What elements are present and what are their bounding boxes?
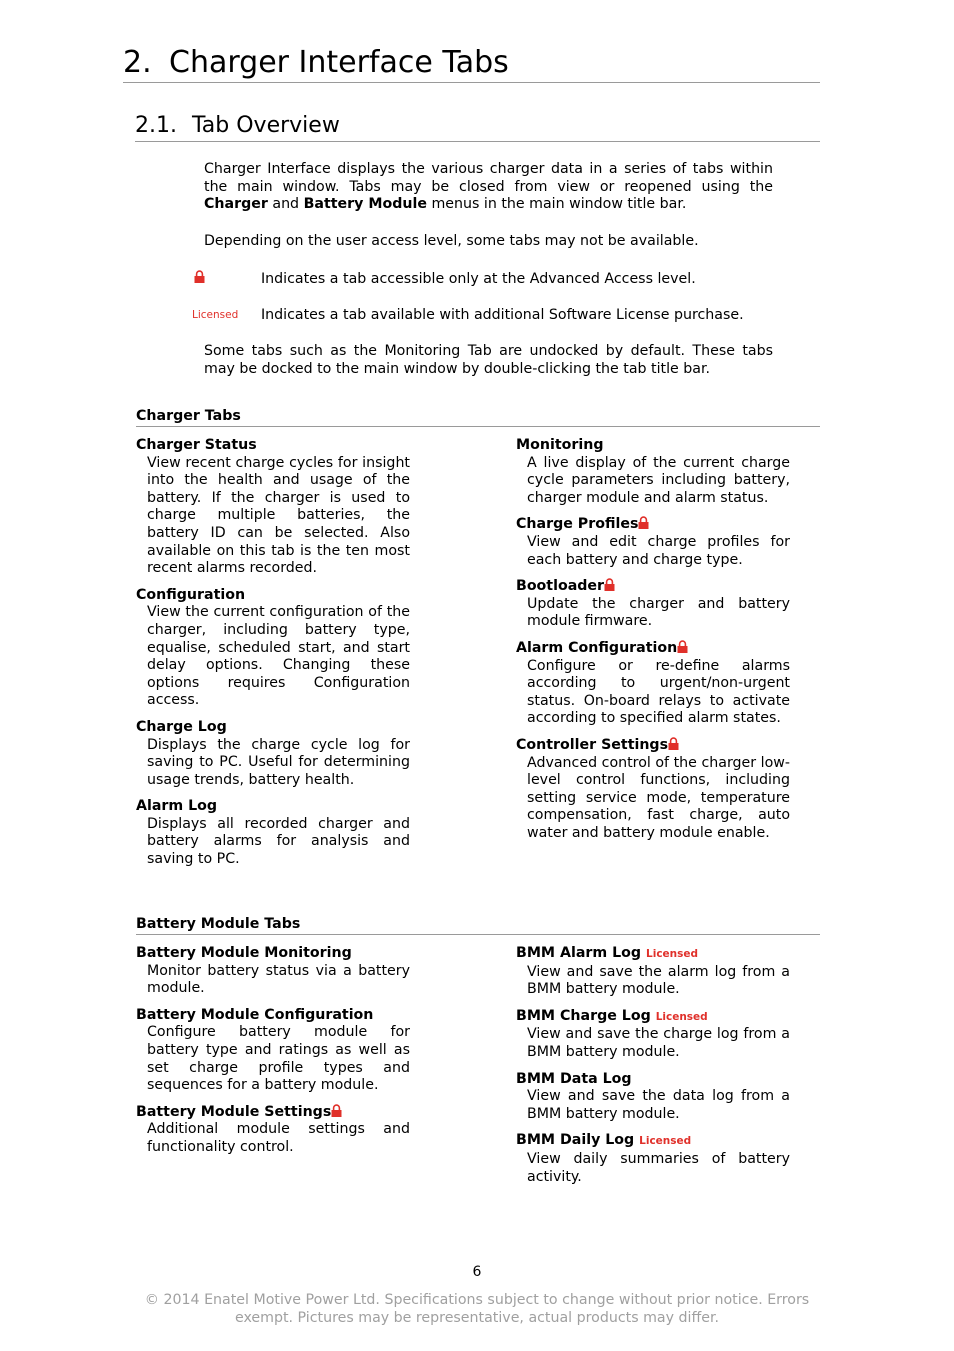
- tab-title: Configuration: [136, 586, 246, 603]
- section-text: Tab Overview: [192, 113, 340, 138]
- tab-title: BMM Charge Log: [516, 1007, 651, 1024]
- tab-title: Battery Module Configuration: [136, 1006, 374, 1023]
- battery-module-menu-term: Battery Module: [303, 196, 427, 213]
- tab-description: View and edit charge profiles for each battery and charge type.: [527, 533, 790, 568]
- battery-tabs-heading: Battery Module Tabs: [136, 915, 820, 935]
- tab-description: Configure battery module for battery type and ratings as well as set charge profile types and sequences for a battery module.: [147, 1024, 410, 1094]
- list-item: [516, 1008, 790, 1062]
- intro-text-and: and: [267, 196, 304, 213]
- tab-description: View recent charge cycles for insight into the health and usage of the battery. If the charger is used to charge multiple batteries, the battery ID can be selected. Also available on this tab is the ten most recent alarms recorded.: [147, 454, 410, 577]
- section-number: 2.1.: [135, 113, 177, 138]
- tab-description: Configure or re-define alarms according to urgent/non-urgent status. On-board relays to activate according to specified alarm states.: [527, 657, 790, 727]
- section-title: [135, 112, 820, 142]
- licensed-legend: [190, 306, 790, 326]
- tab-title: Alarm Configuration: [516, 639, 678, 656]
- list-item: [516, 516, 790, 569]
- licensed-badge: Licensed: [192, 309, 239, 321]
- tab-title: Charger Status: [136, 437, 257, 453]
- tab-description: View the current configuration of the charger, including battery type, equalise, scheduled start, and start delay options. Changing these options requires Configuration access.: [147, 604, 410, 709]
- page-title: [123, 44, 820, 83]
- tab-description: Update the charger and battery module firmware.: [527, 595, 790, 630]
- list-item: [516, 945, 790, 999]
- lock-legend: [190, 270, 790, 290]
- tab-title: Bootloader: [516, 578, 605, 595]
- footer-line-1: © 2014 Enatel Motive Power Ltd. Specifications subject to change without prior notice. Errors: [144, 1292, 810, 1308]
- intro-paragraph: [204, 161, 773, 214]
- list-item: [136, 1104, 410, 1157]
- tab-title-row: [516, 1132, 790, 1151]
- tab-title: Battery Module Monitoring: [136, 945, 352, 961]
- tab-title-row: [136, 1104, 410, 1122]
- charger-menu-term: Charger: [204, 196, 268, 213]
- licensed-badge: Licensed: [646, 948, 699, 960]
- list-item: [136, 798, 410, 868]
- list-item: [516, 578, 790, 631]
- padlock-icon: [677, 640, 688, 653]
- tab-description: View and save the data log from a BMM battery module.: [527, 1088, 790, 1122]
- tab-description: View and save the alarm log from a BMM battery module.: [527, 963, 790, 998]
- tab-description: View and save the charge log from a BMM battery module.: [527, 1026, 790, 1060]
- heading-number: 2.: [123, 45, 152, 80]
- tab-title: BMM Data Log: [516, 1070, 632, 1087]
- charger-tabs-right-column: [516, 437, 790, 851]
- tab-title: Charge Log: [136, 718, 227, 735]
- intro-text: Charger Interface displays the various charger data in a series of tabs within the main window. Tabs may be closed from view or reopened using the: [204, 161, 773, 195]
- battery-tabs-right-column: [516, 945, 790, 1195]
- list-item: [136, 1007, 410, 1095]
- tab-description: Advanced control of the charger low-level control functions, including setting service mode, temperature compensation, fast charge, auto water and battery module enable.: [527, 754, 790, 841]
- undock-paragraph: Some tabs such as the Monitoring Tab are undocked by default. These tabs may be docked to the main window by double-clicking the tab title bar.: [204, 343, 773, 377]
- tab-title-row: [516, 737, 790, 755]
- page-number: 6: [472, 1264, 482, 1280]
- tab-description: A live display of the current charge cycle parameters including battery, charger module and alarm status.: [527, 454, 790, 506]
- licensed-badge: Licensed: [639, 1135, 692, 1148]
- tab-description: Displays the charge cycle log for saving to PC. Useful for determining usage trends, battery health.: [147, 736, 410, 788]
- charger-tabs-left-column: [136, 437, 410, 878]
- licensed-badge: Licensed: [655, 1010, 708, 1023]
- tab-title: Charge Profiles: [516, 516, 639, 533]
- padlock-icon: [331, 1104, 342, 1117]
- footer-line-2: exempt. Pictures may be representative, actual products may differ.: [234, 1310, 720, 1326]
- tab-title-row: [516, 578, 790, 596]
- list-item: [516, 1132, 790, 1186]
- tab-title: Alarm Log: [136, 798, 218, 815]
- licensed-legend-text: Indicates a tab available with additional Software License purchase.: [261, 307, 744, 323]
- padlock-icon: [194, 270, 205, 286]
- list-item: [516, 737, 790, 843]
- list-item: [136, 945, 410, 998]
- tab-title: Monitoring: [516, 437, 604, 453]
- tab-description: Monitor battery status via a battery module.: [147, 962, 410, 997]
- list-item: [516, 640, 790, 728]
- tab-description: Displays all recorded charger and battery alarms for analysis and saving to PC.: [147, 815, 410, 868]
- tab-title: Controller Settings: [516, 736, 669, 753]
- tab-title-row: [516, 1008, 790, 1027]
- tab-description: Additional module settings and functionality control.: [147, 1121, 410, 1155]
- padlock-icon: [604, 578, 615, 591]
- tab-title: BMM Daily Log: [516, 1132, 635, 1149]
- tab-title-row: [516, 516, 790, 534]
- intro-text-end: menus in the main window title bar.: [426, 196, 687, 213]
- list-item: [136, 587, 410, 710]
- tab-title: BMM Alarm Log: [516, 945, 642, 961]
- padlock-icon: [638, 516, 649, 529]
- footer: [100, 1291, 854, 1327]
- list-item: [516, 1071, 790, 1124]
- tab-title-row: [516, 640, 790, 658]
- battery-tabs-left-column: [136, 945, 410, 1166]
- charger-tabs-heading: Charger Tabs: [136, 407, 820, 427]
- list-item: [136, 437, 410, 578]
- heading-text: Charger Interface Tabs: [169, 45, 509, 80]
- lock-legend-text: Indicates a tab accessible only at the Advanced Access level.: [261, 271, 696, 287]
- list-item: [136, 719, 410, 789]
- padlock-icon: [668, 737, 679, 750]
- list-item: [516, 437, 790, 507]
- tab-title-row: [516, 945, 790, 964]
- tab-description: View daily summaries of battery activity.: [527, 1150, 790, 1185]
- access-level-paragraph: Depending on the user access level, some tabs may not be available.: [204, 233, 699, 249]
- tab-title: Battery Module Settings: [136, 1103, 332, 1120]
